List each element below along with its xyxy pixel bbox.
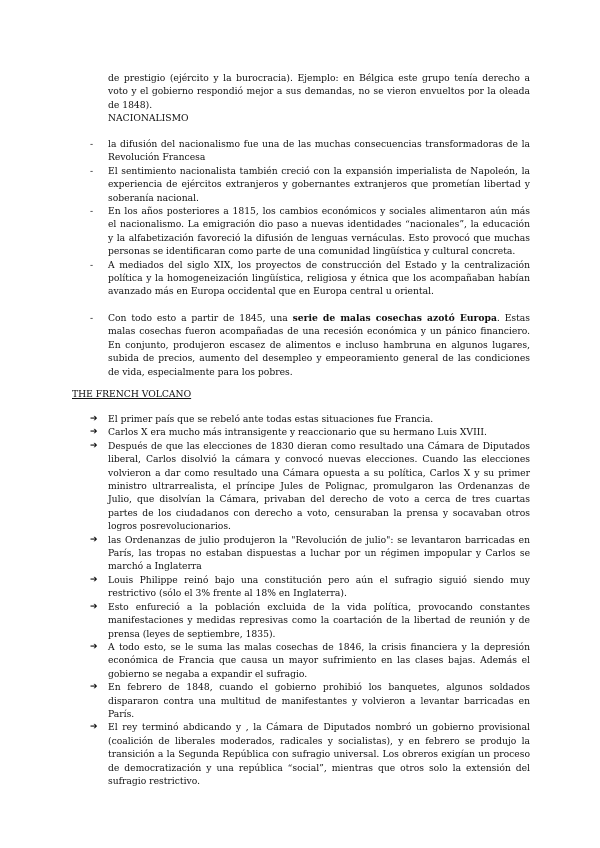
list-item-harvest: - Con todo esto a partir de 1845, una serie de malas cosechas azotó Europa. Estas malas cosechas fueron acompañadas de una recesión económica y un pánico financiero. En conjunto, produjeron escasez de alimentos e incluso hambruna en algunos lugares, subida de precios, aumento del desempleo y empeoramiento general de las condiciones de vida, especialmente para los pobres. (90, 312, 530, 378)
dash-bullet: - (90, 259, 94, 271)
arrow-bullet-icon: ➔ (90, 427, 98, 438)
dash-bullet: - (90, 139, 94, 150)
arrow-bullet-icon: ➔ (90, 534, 98, 545)
list-item: ➔ En febrero de 1848, cuando el gobierno prohibió los banquetes, algunos soldados dispararon contra una multitud de manifestantes y volvieron a levantar barricadas en París. (90, 682, 530, 720)
arrow-bullet-icon: ➔ (90, 601, 98, 612)
list-item: ➔ las Ordenanzas de julio produjeron la "Revolución de julio": se levantaron barricadas en París, las tropas no estaban dispuestas a luchar por un régimen impopular y Carlos se marchó a Inglaterra (90, 534, 530, 573)
list-item: ➔ El primer país que se rebeló ante todas estas situaciones fue Francia. (90, 414, 434, 425)
list-item: - El sentimiento nacionalista también creció con la expansión imperialista de Napoleón, la experiencia de ejércitos extranjeros y gobernantes extranjeros que prometían libertad y soberanía nacional. (90, 165, 530, 204)
arrow-bullet-icon: ➔ (90, 440, 98, 451)
list-item: ➔ Esto enfureció a la población excluida de la vida política, provocando constantes manifestaciones y medidas represivas como la coartación de la libertad de reunión y de prensa (leyes de septiembre, 1835). (90, 601, 530, 640)
list-item: ➔ Después de que las elecciones de 1830 dieran como resultado una Cámara de Diputados liberal, Carlos disolvió la cámara y convocó nuevas elecciones. Cuando las elecciones volvieron a dar como resultado una Cámara opuesta a su política, Carlos X y su primer ministro ultrarrealista, el príncipe Jules de Polignac, promulgaron las Ordenanzas de Julio, que disolvían la Cámara, privaban del derecho de voto a cerca de tres cuartas partes de los ciudadanos con derecho a voto, censuraban la prensa y socavaban otros logros posrevolucionarios. (90, 440, 530, 533)
dash-bullet: - (90, 206, 94, 218)
dash-bullet: - (90, 165, 94, 177)
dash-bullet: - (90, 312, 94, 324)
nacionalismo-list (72, 138, 530, 379)
section-title-nacionalismo: NACIONALISMO (108, 113, 189, 124)
list-item: ➔ A todo esto, se le suma las malas cosechas de 1846, la crisis financiera y la depresión económica de Francia que causa un mayor sufrimiento en las clases bajas. Además el gobierno se negaba a expandir el sufragio. (90, 641, 530, 680)
section-title-french-volcano: THE FRENCH VOLCANO (72, 389, 192, 400)
list-item: - la difusión del nacionalismo fue una de las muchas consecuencias transformadoras de la Revolución Francesa (90, 139, 530, 164)
arrow-bullet-icon: ➔ (90, 722, 98, 733)
bold-emphasis: serie de malas cosechas azotó Europa (292, 312, 497, 324)
list-item: ➔ Louis Philippe reinó bajo una constitución pero aún el sufragio siguió siendo muy restrictivo (sólo el 3% frente al 18% en Inglaterra). (90, 574, 530, 600)
list-item: - En los años posteriores a 1815, los cambios económicos y sociales alimentaron aún más el nacionalismo. La emigración dio paso a nuevas identidades “nacionales”, la educación y la alfabetización favoreció la difusión de lenguas vernáculas. Esto provocó que muchas personas se identificaran como parte de una comunidad lingüística y cultural concreta. (90, 206, 530, 258)
list-item: ➔ Carlos X era mucho más intransigente y reaccionario que su hermano Luis XVIII. (90, 427, 487, 439)
list-item: - A mediados del siglo XIX, los proyectos de construcción del Estado y la centralización política y la homogeneización lingüística, religiosa y étnica que los acompañaban habían avanzado más en Europa occidental que en Europa central u oriental. (90, 259, 530, 298)
intro-paragraph: de prestigio (ejército y la burocracia). Ejemplo: en Bélgica este grupo tenía derecho a voto y el gobierno respondió mejor a sus demandas, no se vieron envueltos por la oleada de 1848). (108, 73, 530, 111)
list-item: ➔ El rey terminó abdicando y , la Cámara de Diputados nombró un gobierno provisional (coalición de liberales moderados, radicales y socialistas), y en febrero se produjo la transición a la Segunda República con sufragio universal. Los obreros exigían un proceso de democratización y una república “social”, mientras que otros solo la extensión del sufragio restrictivo. (90, 722, 530, 787)
french-volcano-list (72, 413, 530, 788)
arrow-bullet-icon: ➔ (90, 682, 98, 693)
arrow-bullet-icon: ➔ (90, 641, 98, 652)
arrow-bullet-icon: ➔ (90, 414, 98, 424)
arrow-bullet-icon: ➔ (90, 574, 98, 585)
